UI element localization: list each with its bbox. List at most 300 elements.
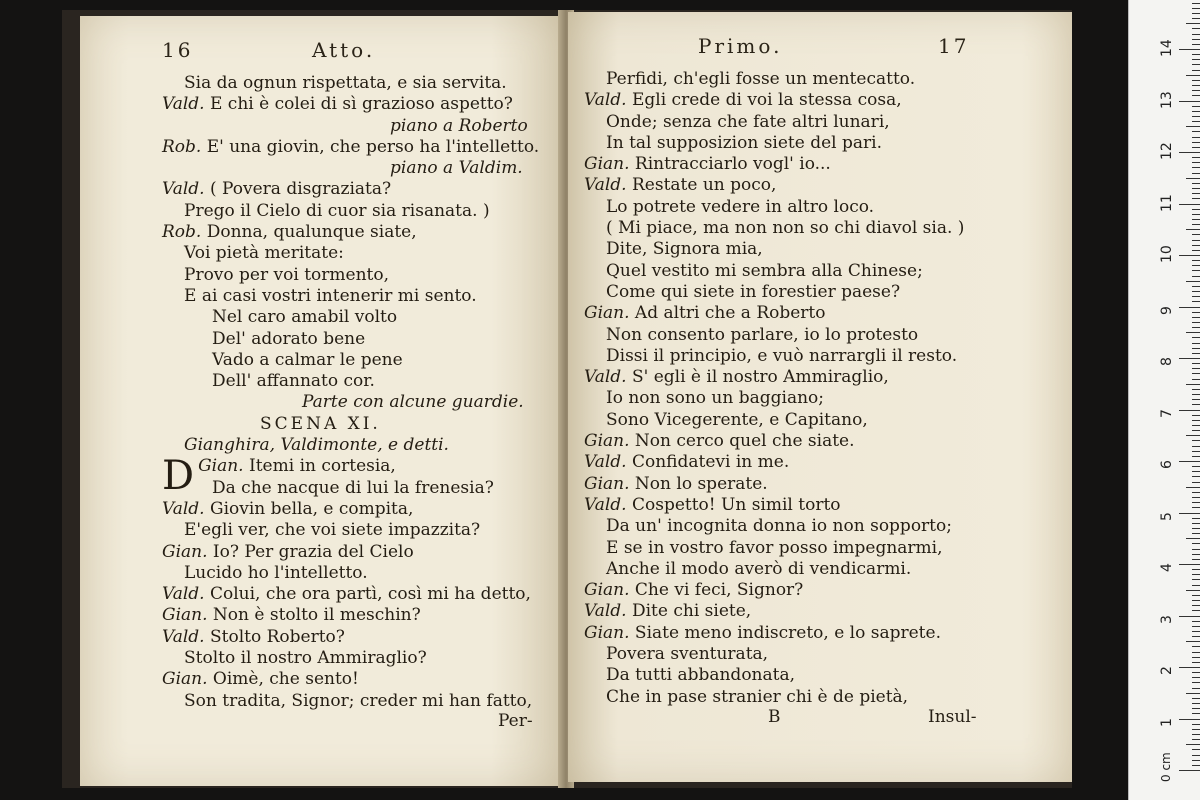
verse-text: Itemi in cortesia, (249, 456, 396, 477)
text-line (584, 474, 964, 495)
text-line (584, 218, 964, 239)
verse-text: Non lo sperate. (634, 473, 768, 494)
ruler-tick (1192, 394, 1200, 395)
text-line (584, 325, 964, 346)
ruler-tick (1186, 435, 1200, 436)
left-page (80, 16, 564, 786)
ruler-tick (1192, 131, 1200, 132)
right-page-header (568, 34, 1072, 64)
text-line (162, 520, 539, 541)
ruler-tick (1192, 219, 1200, 220)
text-line (584, 580, 964, 601)
ruler-tick (1192, 585, 1200, 586)
ruler-number: 4 (1159, 563, 1175, 572)
ruler-tick (1192, 245, 1200, 246)
ruler-tick (1192, 193, 1200, 194)
ruler-tick (1192, 28, 1200, 29)
verse-text: Egli crede di voi la stessa cosa, (631, 90, 902, 111)
ruler-tick (1192, 337, 1200, 338)
ruler-number: 5 (1159, 511, 1175, 521)
ruler-unit-label: 0 cm (1159, 752, 1173, 782)
ruler-tick (1192, 672, 1200, 673)
text-line (584, 452, 964, 473)
ruler-tick (1192, 749, 1200, 750)
verse-text: Dite chi siete, (631, 601, 752, 622)
right-page-text (584, 69, 964, 708)
ruler-tick (1192, 368, 1200, 369)
ruler-tick (1192, 265, 1200, 266)
right-catchword: Insul- (928, 707, 977, 727)
ruler-tick (1192, 497, 1200, 498)
ruler-tick (1192, 569, 1200, 570)
text-line (584, 154, 964, 175)
ruler-number: 9 (1159, 305, 1175, 315)
speaker-label: Gian. (162, 669, 213, 690)
text-line (162, 179, 539, 200)
text-line (584, 303, 964, 324)
text-line (584, 495, 964, 516)
text-line (584, 133, 964, 154)
ruler-number: 10 (1159, 245, 1175, 263)
ruler-number: 7 (1159, 408, 1175, 418)
ruler-tick (1179, 770, 1200, 771)
ruler-tick (1192, 64, 1200, 65)
ruler-tick (1192, 106, 1200, 107)
verse-text: Onde; senza che fate altri lunari, (606, 111, 890, 132)
speaker-label: Vald. (584, 175, 632, 196)
ruler-tick (1179, 719, 1200, 720)
text-line (584, 431, 964, 452)
ruler-tick (1192, 286, 1200, 287)
text-line (162, 243, 539, 264)
ruler-tick (1179, 513, 1200, 514)
open-book (62, 10, 1072, 788)
text-line (162, 350, 539, 371)
ruler-tick (1192, 713, 1200, 714)
ruler-tick (1192, 507, 1200, 508)
verse-text: Ad altri che a Roberto (634, 303, 826, 324)
text-line (162, 648, 539, 669)
ruler-tick (1192, 734, 1200, 735)
ruler-tick (1192, 543, 1200, 544)
verse-text: S' egli è il nostro Ammiraglio, (631, 367, 889, 388)
ruler-tick (1192, 121, 1200, 122)
ruler-tick (1192, 703, 1200, 704)
ruler-tick (1192, 389, 1200, 390)
text-line (162, 669, 539, 690)
ruler-tick (1192, 600, 1200, 601)
ruler-tick (1192, 451, 1200, 452)
speaker-label: Gian. (584, 431, 635, 452)
left-page-number: 16 (162, 38, 194, 62)
verse-text: Sia da ognun rispettata, e sia servita. (184, 73, 507, 93)
verse-text: Lucido ho l'intelletto. (184, 562, 368, 583)
verse-text: Io non sono un baggiano; (606, 388, 825, 409)
ruler-tick (1179, 49, 1200, 50)
verse-text: Anche il modo averò di vendicarmi. (606, 558, 912, 579)
ruler-number: 3 (1159, 614, 1175, 624)
speaker-label: Gian. (584, 303, 635, 324)
verse-text: Son tradita, Signor; creder mi han fatto, (184, 690, 533, 711)
ruler-tick (1186, 538, 1200, 539)
text-line (584, 388, 964, 409)
speaker-label: Gian. (162, 605, 213, 626)
text-line (584, 239, 964, 260)
verse-text: Cospetto! Un simil torto (631, 494, 841, 515)
verse-text: Da che nacque di lui la frenesia? (212, 477, 494, 498)
ruler-tick (1186, 744, 1200, 745)
text-line (162, 371, 539, 392)
ruler-tick (1179, 667, 1200, 668)
ruler-tick (1192, 173, 1200, 174)
verse-text: piano a Valdim. (390, 158, 523, 179)
verse-text: Del' adorato bene (212, 328, 366, 349)
text-line (162, 116, 539, 137)
ruler-tick (1192, 188, 1200, 189)
verse-text: Oimè, che sento! (212, 669, 359, 690)
ruler-tick (1179, 410, 1200, 411)
ruler-tick (1192, 698, 1200, 699)
ruler-tick (1192, 708, 1200, 709)
text-line (162, 605, 539, 626)
speaker-label: Vald. (162, 626, 210, 647)
verse-text: Sono Vicegerente, e Capitano, (606, 409, 868, 430)
ruler-tick (1192, 399, 1200, 400)
ruler-tick (1179, 564, 1200, 565)
ruler-tick (1192, 456, 1200, 457)
ruler-tick (1192, 111, 1200, 112)
ruler-tick (1192, 116, 1200, 117)
ruler-number: 12 (1159, 142, 1175, 160)
text-line (584, 197, 964, 218)
text-line (162, 435, 539, 456)
ruler-tick (1192, 482, 1200, 483)
speaker-label: Gian. (162, 541, 213, 562)
ruler-tick (1192, 379, 1200, 380)
verse-text: SCENA XI. (260, 413, 381, 434)
ruler-tick (1192, 250, 1200, 251)
ruler-tick (1192, 662, 1200, 663)
text-line (584, 261, 964, 282)
verse-text: Dissi il principio, e vuò narrargli il resto. (606, 345, 958, 366)
ruler-tick (1179, 101, 1200, 102)
verse-text: Dell' affannato cor. (212, 371, 375, 392)
ruler-tick (1192, 34, 1200, 35)
ruler-tick (1179, 307, 1200, 308)
text-line (162, 691, 539, 712)
ruler-tick (1192, 420, 1200, 421)
text-line (162, 584, 539, 605)
ruler-tick (1192, 3, 1200, 4)
text-line (162, 286, 539, 307)
ruler-tick (1192, 214, 1200, 215)
text-line (162, 329, 539, 350)
verse-text: Siate meno indiscreto, e lo saprete. (634, 622, 941, 643)
ruler-tick (1192, 729, 1200, 730)
ruler-number: 1 (1159, 717, 1175, 727)
text-line (584, 69, 964, 90)
ruler-tick (1192, 301, 1200, 302)
ruler-tick (1192, 471, 1200, 472)
ruler-tick (1192, 54, 1200, 55)
ruler-tick (1192, 312, 1200, 313)
ruler-tick (1186, 229, 1200, 230)
ruler-tick (1192, 502, 1200, 503)
text-line (584, 282, 964, 303)
ruler-tick (1192, 636, 1200, 637)
text-line (584, 90, 964, 111)
ruler-tick (1192, 579, 1200, 580)
verse-text: E chi è colei di sì grazioso aspetto? (209, 94, 513, 115)
verse-text: Parte con alcune guardie. (302, 392, 524, 413)
right-page-number: 17 (938, 34, 970, 58)
text-line (162, 265, 539, 286)
ruler-tick (1192, 353, 1200, 354)
ruler-tick (1192, 343, 1200, 344)
signature-mark: B (768, 707, 781, 727)
ruler-tick (1192, 404, 1200, 405)
ruler-tick (1192, 209, 1200, 210)
ruler-tick (1186, 281, 1200, 282)
ruler-tick (1192, 157, 1200, 158)
ruler-tick (1192, 80, 1200, 81)
verse-text: In tal supposizion siete del pari. (606, 132, 882, 153)
verse-text: Stolto il nostro Ammiraglio? (184, 648, 427, 669)
ruler-tick (1186, 693, 1200, 694)
ruler-tick (1192, 147, 1200, 148)
ruler-tick (1192, 549, 1200, 550)
text-line (584, 410, 964, 431)
text-line (584, 559, 964, 580)
ruler-tick (1192, 95, 1200, 96)
text-line (584, 175, 964, 196)
ruler-tick (1192, 85, 1200, 86)
text-line (162, 542, 539, 563)
ruler-tick (1192, 554, 1200, 555)
ruler-tick (1192, 760, 1200, 761)
verse-text: Perfidi, ch'egli fosse un mentecatto. (606, 69, 916, 89)
ruler-tick (1192, 276, 1200, 277)
verse-text: Stolto Roberto? (209, 626, 345, 647)
verse-text: E se in vostro favor posso impegnarmi, (606, 537, 943, 558)
verse-text: E ai casi vostri intenerir mi sento. (184, 285, 477, 306)
ruler-tick (1179, 616, 1200, 617)
ruler-tick (1192, 317, 1200, 318)
ruler-tick (1192, 162, 1200, 163)
verse-text: Dite, Signora mia, (606, 239, 763, 260)
verse-text: Colui, che ora partì, così mi ha detto, (209, 584, 531, 605)
left-page-header (80, 38, 564, 68)
verse-text: Restate un poco, (631, 175, 777, 196)
verse-text: Non consento parlare, io lo protesto (606, 324, 919, 345)
verse-text: ( Mi piace, ma non non so chi diavol sia. ) (606, 218, 965, 239)
ruler-number: 6 (1159, 460, 1175, 469)
ruler-tick (1192, 518, 1200, 519)
right-page (568, 12, 1072, 782)
verse-text: Come qui siete in forestier paese? (606, 281, 901, 302)
speaker-label: Vald. (584, 601, 632, 622)
ruler-tick (1186, 384, 1200, 385)
verse-text: Donna, qualunque siate, (206, 222, 417, 243)
ruler-tick (1192, 559, 1200, 560)
verse-text: Prego il Cielo di cuor sia risanata. ) (184, 200, 490, 221)
speaker-label: Vald. (162, 584, 210, 605)
ruler-tick (1192, 605, 1200, 606)
text-line (162, 392, 539, 413)
speaker-label: Rob. (162, 222, 207, 243)
verse-text: Vado a calmar le pene (212, 349, 403, 370)
ruler-tick (1192, 492, 1200, 493)
text-line (162, 73, 539, 94)
text-line (584, 346, 964, 367)
ruler-tick (1186, 178, 1200, 179)
ruler-tick (1192, 18, 1200, 19)
ruler-tick (1192, 755, 1200, 756)
verse-text: Quel vestito mi sembra alla Chinese; (606, 260, 923, 281)
ruler-tick (1192, 425, 1200, 426)
speaker-label: Rob. (162, 136, 207, 157)
ruler-tick (1192, 198, 1200, 199)
text-line (162, 499, 539, 520)
ruler-tick (1192, 322, 1200, 323)
text-line (162, 307, 539, 328)
ruler-tick (1192, 291, 1200, 292)
ruler-tick (1192, 137, 1200, 138)
ruler-tick (1186, 126, 1200, 127)
text-line (162, 478, 539, 499)
text-line (162, 222, 539, 243)
text-line (584, 112, 964, 133)
verse-text: Nel caro amabil volto (212, 307, 398, 328)
ruler-tick (1179, 461, 1200, 462)
text-line (162, 627, 539, 648)
ruler-tick (1192, 631, 1200, 632)
speaker-label: Vald. (584, 367, 632, 388)
ruler-tick (1179, 152, 1200, 153)
verse-text: E' una giovin, che perso ha l'intelletto. (206, 136, 540, 157)
verse-text: Gianghira, Valdimonte, e detti. (184, 435, 449, 456)
right-running-title: Primo. (698, 34, 783, 58)
ruler-tick (1186, 641, 1200, 642)
verse-text: Giovin bella, e compita, (209, 498, 414, 519)
speaker-label: Vald. (162, 94, 210, 115)
ruler-tick (1192, 652, 1200, 653)
left-catchword: Per- (498, 711, 533, 731)
verse-text: Da un' incognita donna io non sopporto; (606, 516, 952, 537)
speaker-label: Gian. (584, 473, 635, 494)
ruler-tick (1179, 255, 1200, 256)
verse-text: Da tutti abbandonata, (606, 665, 796, 686)
verse-text: Che vi feci, Signor? (634, 580, 804, 601)
ruler-tick (1192, 533, 1200, 534)
ruler-tick (1186, 487, 1200, 488)
ruler-number: 8 (1159, 357, 1175, 366)
ruler-tick (1192, 13, 1200, 14)
ruler-tick (1192, 724, 1200, 725)
ruler-tick (1192, 440, 1200, 441)
ruler-tick (1179, 358, 1200, 359)
text-line (162, 94, 539, 115)
text-line (584, 538, 964, 559)
ruler-tick (1192, 59, 1200, 60)
speaker-label: Vald. (584, 452, 632, 473)
speaker-label: Vald. (162, 498, 210, 519)
ruler-tick (1192, 240, 1200, 241)
left-page-text (162, 73, 539, 712)
ruler-number: 11 (1159, 193, 1175, 212)
ruler-tick (1192, 688, 1200, 689)
text-line (584, 644, 964, 665)
verse-text: Rintracciarlo vogl' io... (634, 154, 831, 175)
text-line (162, 201, 539, 222)
ruler-tick (1186, 75, 1200, 76)
ruler-tick (1192, 327, 1200, 328)
ruler-tick (1192, 466, 1200, 467)
text-line (162, 158, 539, 179)
verse-text: Non è stolto il meschin? (212, 605, 421, 626)
ruler-tick (1192, 183, 1200, 184)
text-line (584, 601, 964, 622)
text-line (584, 367, 964, 388)
text-line (584, 665, 964, 686)
verse-text: Io? Per grazia del Cielo (212, 541, 414, 562)
text-line (584, 516, 964, 537)
ruler-tick (1192, 44, 1200, 45)
speaker-label: Gian. (584, 622, 635, 643)
text-line (162, 414, 539, 435)
left-running-title: Atto. (312, 38, 376, 62)
ruler-tick (1192, 682, 1200, 683)
ruler-tick (1192, 167, 1200, 168)
speaker-label: Vald. (584, 494, 632, 515)
ruler-tick (1186, 590, 1200, 591)
ruler-tick (1186, 332, 1200, 333)
ruler-number: 14 (1159, 39, 1175, 57)
ruler-tick (1192, 270, 1200, 271)
ruler-tick (1192, 621, 1200, 622)
verse-text: Confidatevi in me. (631, 452, 790, 473)
verse-text: Provo per voi tormento, (184, 264, 389, 285)
ruler-tick (1192, 39, 1200, 40)
speaker-label: Gian. (584, 154, 635, 175)
ruler-tick (1192, 90, 1200, 91)
speaker-label: Vald. (584, 90, 632, 111)
ruler-tick (1192, 574, 1200, 575)
ruler-tick (1192, 626, 1200, 627)
text-line (162, 137, 539, 158)
ruler-tick (1192, 476, 1200, 477)
text-line (162, 563, 539, 584)
ruler-tick (1192, 363, 1200, 364)
ruler-tick (1192, 224, 1200, 225)
ruler-tick (1192, 739, 1200, 740)
ruler-number: 2 (1159, 666, 1175, 675)
speaker-label: Gian. (584, 580, 635, 601)
ruler-tick (1192, 70, 1200, 71)
ruler-tick (1192, 234, 1200, 235)
ruler-number: 13 (1159, 90, 1175, 109)
ruler-tick (1192, 348, 1200, 349)
verse-text: E'egli ver, che voi siete impazzita? (184, 520, 481, 541)
ruler-tick (1192, 142, 1200, 143)
ruler-tick (1192, 8, 1200, 9)
ruler-tick (1192, 657, 1200, 658)
ruler-tick (1192, 677, 1200, 678)
speaker-label: Vald. (162, 179, 210, 200)
speaker-label: Gian. (198, 456, 249, 477)
drop-cap: D (162, 453, 195, 500)
verse-text: ( Povera disgraziata? (209, 179, 392, 200)
